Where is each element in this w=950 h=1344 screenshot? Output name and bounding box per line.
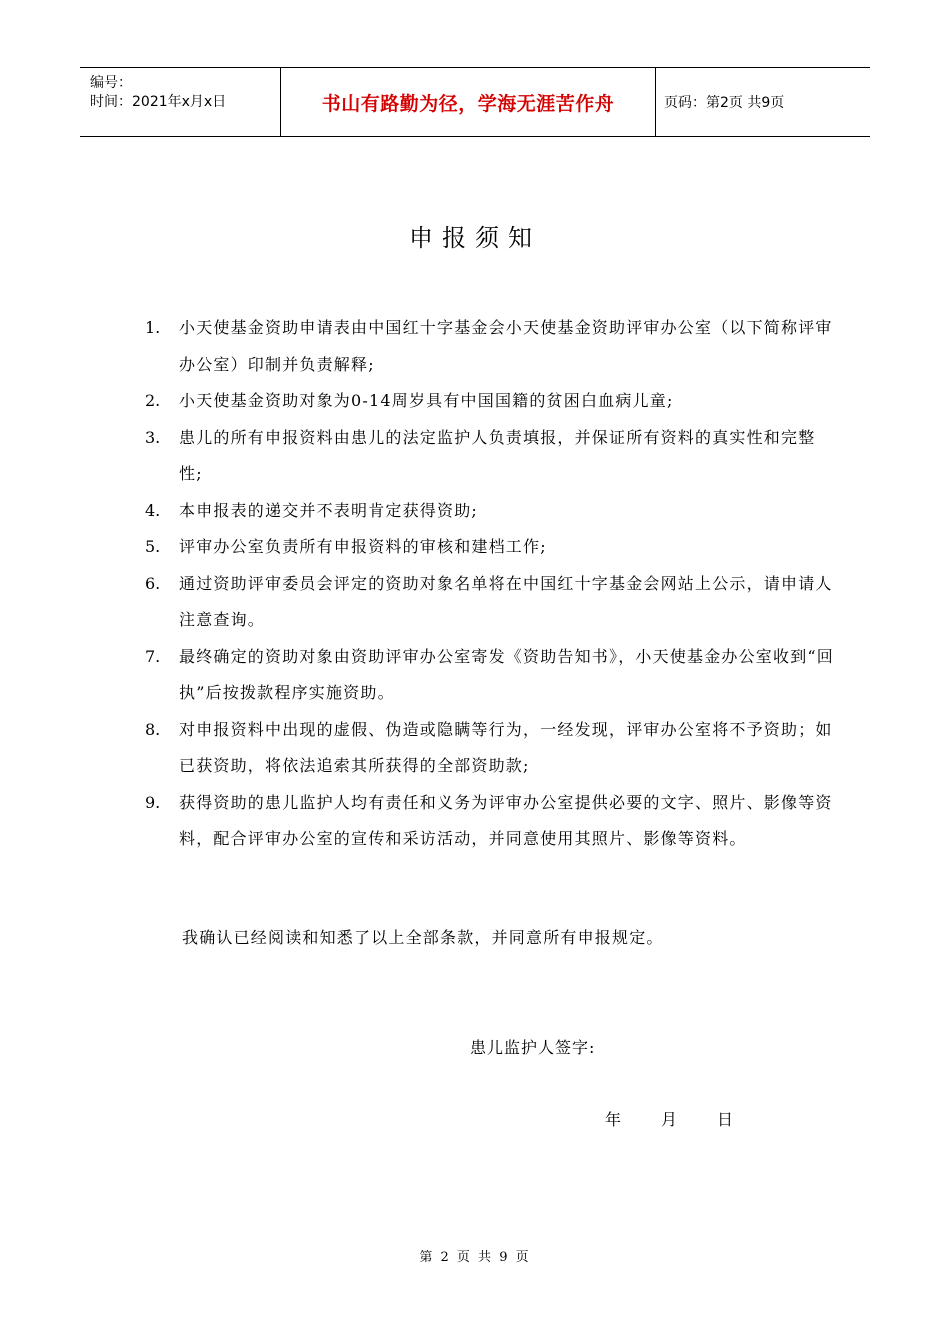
- page-label: 页码：第2页 共9页: [664, 95, 785, 111]
- item-number: 5.: [145, 537, 161, 556]
- page-footer: 第 2 页 共 9 页: [419, 1250, 531, 1265]
- item-number: 3.: [145, 427, 161, 447]
- signature-date: [605, 1107, 733, 1130]
- time-label: 时间：2021年x月x日: [90, 94, 227, 110]
- list-item: [145, 383, 835, 420]
- page-title: 申报须知: [409, 224, 541, 252]
- item-text: 评审办公室负责所有申报资料的审核和建档工作;: [179, 537, 547, 556]
- item-text: 对申报资料中出现的虚假、伪造或隐瞒等行为，一经发现，评审办公室将不予资助；如已获资助，将依法追索其所获得的全部资助款;: [179, 719, 833, 775]
- item-text: 本申报表的递交并不表明肯定获得资助;: [179, 500, 478, 520]
- list-item: [145, 639, 835, 712]
- date-year: 年: [605, 1110, 622, 1129]
- list-item: [145, 529, 835, 566]
- list-item: [145, 712, 835, 785]
- header-meta: [80, 68, 280, 136]
- item-number: 6.: [145, 573, 161, 593]
- item-text: 最终确定的资助对象由资助评审办公室寄发《资助告知书》，小天使基金办公室收到“回执”后按拨款程序实施资助。: [179, 646, 834, 702]
- item-number: 4.: [145, 500, 161, 520]
- number-label: 编号：: [90, 75, 132, 91]
- item-text: 通过资助评审委员会评定的资助对象名单将在中国红十字基金会网站上公示，请申请人注意查询。: [179, 573, 833, 629]
- list-item: [145, 785, 835, 858]
- document-header: [80, 67, 870, 137]
- list-item: [145, 493, 835, 530]
- item-text: 小天使基金资助申请表由中国红十字基金会小天使基金资助评审办公室（以下简称评审办公室）印制并负责解释;: [179, 318, 833, 374]
- date-month: 月: [661, 1110, 678, 1129]
- list-item: [145, 420, 835, 493]
- item-text: 获得资助的患儿监护人均有责任和义务为评审办公室提供必要的文字、照片、影像等资料，配合评审办公室的宣传和采访活动，并同意使用其照片、影像等资料。: [179, 792, 833, 848]
- item-number: 2.: [145, 391, 161, 410]
- item-number: 7.: [145, 646, 161, 666]
- item-number: 8.: [145, 719, 161, 739]
- list-item: [145, 310, 835, 383]
- confirmation-statement: 我确认已经阅读和知悉了以上全部条款，并同意所有申报规定。: [182, 928, 664, 947]
- notice-list: [145, 310, 835, 858]
- item-number: 9.: [145, 792, 161, 812]
- header-motto: 书山有路勤为径，学海无涯苦作舟: [321, 92, 615, 115]
- date-day: 日: [717, 1110, 734, 1129]
- item-number: 1.: [145, 318, 161, 337]
- item-text: 患儿的所有申报资料由患儿的法定监护人负责填报，并保证所有资料的真实性和完整性;: [179, 427, 816, 483]
- item-text: 小天使基金资助对象为0-14周岁具有中国国籍的贫困白血病儿童;: [179, 391, 674, 410]
- header-motto-cell: [280, 68, 656, 136]
- guardian-signature-label: 患儿监护人签字:: [470, 1038, 596, 1057]
- header-page-cell: [656, 68, 870, 136]
- list-item: [145, 566, 835, 639]
